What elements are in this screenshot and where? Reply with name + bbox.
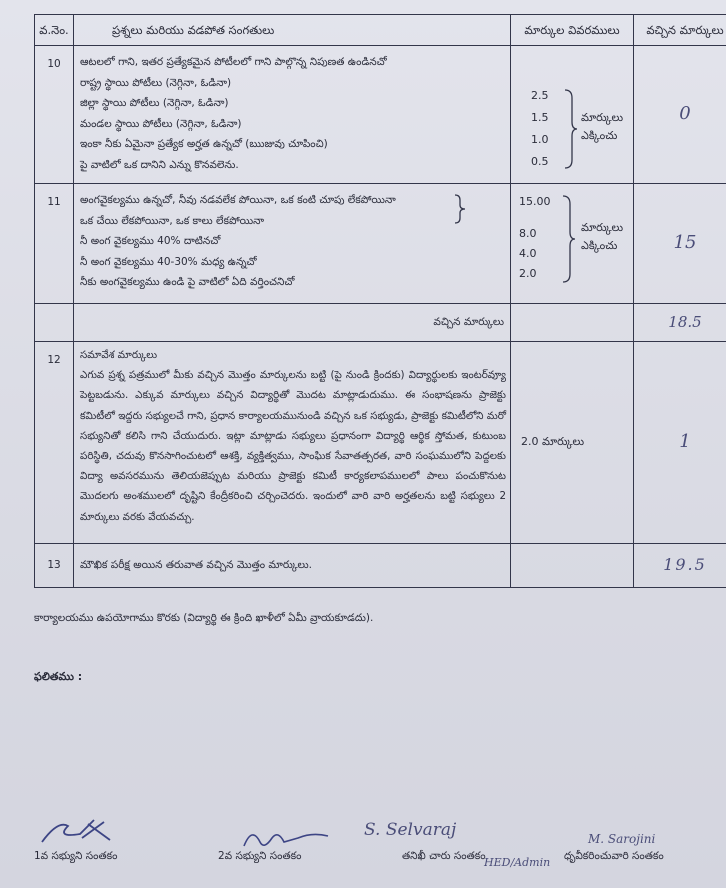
mark-value: 2.0 [519,267,537,280]
question-cell [74,46,511,184]
row-number: 10 [35,46,74,184]
marks-cell [511,184,634,304]
col-header-sno: వ.నెం. [35,15,74,46]
question-line: మండల స్థాయి పోటీలు (నెగ్గినా, ఓడినా) [80,117,242,130]
mark-value: 2.5 [531,89,549,102]
signature-handwriting: M. Sarojini [588,832,656,846]
signature-label-member2: 2వ సభ్యుని సంతకం [218,850,302,862]
interview-description: ఎగువ ప్రశ్న పత్రములో మీకు వచ్చిన మొత్తం మార్కులను బట్టి (పై నుండి క్రిందకు) విద్యార్థులకు ఇంటర్‌వ్యూ పెట్టబడును. ఎక్కువ మార్కులు వచ్చిన విద్యార్థితో మొదట మాట్లాడుదుము. ఈ సంభాషణను ప్రాజెక్టు కమిటీలో ఇద్దరు సభ్యులచే గాని, ప్రధాన కార్యాలయమునుండి వచ్చిన ఒక సభ్యుడు, ప్రాజెక్టు కమిటీలోని మరో సభ్యునితో కలిసి గాని చేయుదురు. ఇట్లా మాట్లాడు సభ్యులు ప్రధానంగా విద్యార్థి ఆర్థిక స్తోమత, కుటుంబ పరిస్థితి, చదువు కొనసాగించుటలో ఆశక్తి, వ్యక్తిత్వము, సాంఘిక సేవాతత్పరత, వారి సంఘములోని పెద్దలకు విద్యా అవసరమును తెలియజెప్పుట మరియు ప్రాజెక్టు కమిటీ కార్యకలాపములలో పాలు పంచుకొనుట మొదలగు అంశములలో దృష్టిని కేంద్రీకరించి చర్చించెదరు. ఇందులో వారి వారి అర్హతలను బట్టి సభ్యులు 2 మార్కులు వరకు వేయవచ్చు. [80,369,506,523]
mark-value: 8.0 [519,227,537,240]
col-header-questions: ప్రశ్నలు మరియు వడపోత సంగతులు [74,15,511,46]
question-cell [74,342,511,544]
curly-brace-icon [454,194,466,224]
signature-handwriting: HED/Admin [484,856,551,869]
question-cell [74,184,511,304]
mark-value: 15.00 [519,195,551,208]
question-line: అంగవైకల్యము ఉన్నచో, నీవు నడవలేక పోయినా, ఒక కంటి చూపు లేకపోయినా [80,194,396,206]
mark-value: 0.5 [531,155,549,168]
marks-cell: 2.0 మార్కులు [511,342,634,544]
empty-cell [511,304,634,342]
result-label: ఫలితము : [34,670,83,683]
signature-scribble [38,816,118,850]
subtotal-row [35,304,726,342]
row-title: సమావేశ మార్కులు [80,349,158,361]
question-line: నీకు అంగవైకల్యము ఉండి పై వాటిలో ఏది వర్తించనిచో [80,276,295,288]
mark-value: 1.0 [531,133,549,146]
row-12 [35,342,726,544]
office-use-note: కార్యాలయము ఉపయోగాము కొరకు (విద్యార్థి ఈ క్రింది ఖాళీలో ఏమీ వ్రాయకూడదు). [34,612,374,624]
evaluation-table [34,14,726,588]
subtotal-label: వచ్చిన మార్కులు [74,304,511,342]
header-row [35,15,726,46]
marks-note: మార్కులు [581,221,624,234]
question-line: నీ అంగ వైకల్యము 40% దాటినచో [80,235,221,247]
obtained-marks: 19.5 [634,544,726,588]
marks-note: మార్కులు [581,111,624,124]
question-line: ఆటలలో గాని, ఇతర ప్రత్యేకమైన పోటీలలో గాని పాల్గొన్న నిపుణత ఉండినచో [80,56,387,68]
signature-label-member1: 1వ సభ్యుని సంతకం [34,850,118,862]
curly-brace-icon [561,194,575,284]
row-13 [35,544,726,588]
obtained-marks: 0 [634,46,726,184]
curly-brace-icon [563,88,577,170]
question-line: పై వాటిలో ఒక దానిని ఎన్ను కొనవలెను. [80,158,239,171]
row-number: 12 [35,342,74,544]
row-10 [35,46,726,184]
question-line: నీ అంగ వైకల్యము 40-30% మధ్య ఉన్నచో [80,255,257,268]
obtained-marks: 1 [634,342,726,544]
obtained-marks: 15 [634,184,726,304]
marks-note: ఎక్కించు [581,239,618,252]
empty-cell [511,544,634,588]
question-line: జిల్లా స్థాయి పోటీలు (నెగ్గినా, ఓడినా) [80,97,229,109]
row-number: 11 [35,184,74,304]
mark-value: 4.0 [519,247,537,260]
empty-cell [35,304,74,342]
question-line: ఇంకా నీకు ఏమైనా ప్రత్యేక అర్హత ఉన్నచో (ఋజువు చూపించి) [80,138,328,150]
marks-cell [511,46,634,184]
signature-handwriting: S. Selvaraj [364,820,457,840]
marks-note: ఎక్కించు [581,129,618,142]
signature-label-inspector: తనిఖీ చారు సంతకం [402,850,486,862]
mark-value: 1.5 [531,111,549,124]
question-line: రాష్ట్ర స్థాయి పోటీలు (నెగ్గినా, ఓడినా) [80,76,232,89]
signature-label-verifier: ధృవీకరించువారి సంతకం [564,850,664,862]
question-cell: మౌఖిక పరీక్ష అయిన తరువాత వచ్చిన మొత్తం మార్కులు. [74,544,511,588]
row-number: 13 [35,544,74,588]
row-11 [35,184,726,304]
subtotal-value: 18.5 [634,304,726,342]
question-line: ఒక చేయి లేకపోయినా, ఒక కాలు లేకపోయినా [80,214,265,227]
col-header-obtained: వచ్చిన మార్కులు [634,15,726,46]
col-header-marks-details: మార్కుల వివరములు [511,15,634,46]
